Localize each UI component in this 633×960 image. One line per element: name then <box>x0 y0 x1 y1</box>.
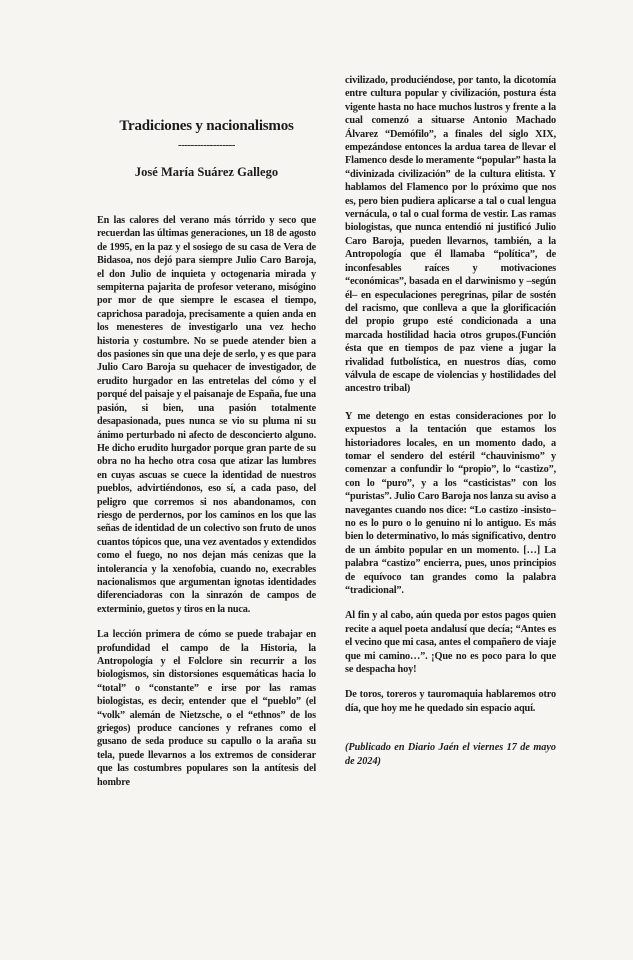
article-author: José María Suárez Gallego <box>134 165 279 179</box>
right-paragraph-4: De toros, toreros y tauromaquia hablaremos otro día, que hoy me he quedado sin espacio aquí. <box>345 689 556 714</box>
left-column <box>97 90 316 801</box>
right-paragraph-3: Al fin y al cabo, aún queda por estos pagos quien recite a aquel poeta andalusí que decía; “Antes es el vecino que mi casa, antes el compañero de viaje que mi camino…”. ¡Que no es poco para lo que se despacha hoy! <box>345 610 556 676</box>
right-paragraph-1: civilizado, produciéndose, por tanto, la dicotomía entre cultura popular y civilización, postura ésta vigente hasta no hace muchos lustros y frente a la cual comenzó a situarse Antonio Machado Álvarez “Demófilo”, a finales del siglo XIX, empezándose entonces la ardua tarea de llevar el Flamenco desde lo meramente “popular” hasta la “divinizada civilización” de la cultura elitista. Y hablamos del Flamenco por lo próximo que nos es, pero bien pudiera aplicarse a tal o cual lengua vernácula, o tal o cual forma de vestir. Las ramas biologistas, que nunca entendió ni justificó Julio Caro Baroja, pueden llevarnos, también, a la Antropología que él llamaba “política”, de inconfesables raíces y motivaciones “económicas”, basada en el darwinismo y –según él– en especulaciones peregrinas, pilar de sostén del racismo, que conlleva a que la glorificación del propio grupo esté condicionada a una marcada hostilidad hacia otros grupos.(Función ésta que en tiempos de paz viene a jugar la rivalidad futbolística, en nuestros días, como válvula de escape de violencias y hostilidades del ancestro tribal) <box>345 75 556 395</box>
article-title: Tradiciones y nacionalismos <box>119 118 294 134</box>
title-separator: ------------------ <box>178 139 235 151</box>
right-column <box>345 74 556 768</box>
right-paragraph-2: Y me detengo en estas consideraciones por lo expuestos a la tentación que estamos los historiadores locales, en un momento dado, a tomar el sendero del estéril “chauvinismo” y comenzar a confundir lo “propio”, lo “castizo”, con lo “puro”, y a los “casticistas” con los “puristas”. Julio Caro Baroja nos lanza su aviso a navegantes cuando nos dice: “Lo castizo -insisto– no es lo puro o lo genuino ni lo antiguo. Es más bien lo determinativo, lo más significativo, dentro de un ámbito popular en un momento. […] La palabra “castizo” encierra, pues, unos principios de equívoco tan grandes como la palabra “tradicional”. <box>345 410 556 597</box>
publication-note: (Publicado en Diario Jaén el viernes 17 de mayo de 2024) <box>345 742 556 767</box>
left-paragraph-1: En las calores del verano más tórrido y seco que recuerdan las últimas generaciones, un 18 de agosto de 1995, en la paz y el sosiego de su casa de Vera de Bidasoa, nos dejó para siempre Julio Caro Baroja, el don Julio de inquieta y octogenaria mirada y sempiterna pajarita de profesor veterano, misógino por mor de que siempre le escasea el tiempo, caprichosa paradoja, precisamente a quien anda en los menesteres de investigarlo una vez hecho historia y costumbre. No se puede atender bien a dos pasiones sin que una deje de serlo, y es que para Julio Caro Baroja su quehacer de investigador, de erudito hurgador en las entretelas del cómo y el porqué del paisaje y el paisanaje de España, fue una pasión, si bien, una pasión totalmente desapasionada, pues nunca se vio su pluma ni su ánimo perturbado ni afecto de desconcierto alguno. He dicho erudito hurgador porque gran parte de su obra no ha hecho otra cosa que atizar las lumbres en cuyas ascuas se cuece la identidad de nuestros pueblos, advirtiéndonos, eso sí, a cada paso, del peligro que corremos si nos abandonamos, con riesgo de perdernos, por los caminos en los que las señas de identidad de un colectivo son fruto de unos cuantos tópicos que, una vez aventados y extendidos como el fuego, no nos dejan más cenizas que la intolerancia y la xenofobia, cuando no, execrables nacionalismos que argumentan ignotas identidades diferenciadoras con la sinrazón de campos de exterminio, guetos y tiros en la nuca. <box>97 215 316 615</box>
left-paragraph-2: La lección primera de cómo se puede trabajar en profundidad el campo de la Historia, la Antropología y el Folclore sin recurrir a los biologismos, sin distorsiones esquemáticas hacia lo “total” o “constante” e irse por las ramas biologistas, es decir, entender que el “pueblo” (el “volk” alemán de Nietzsche, o el “ethnos” de los griegos) produce canciones y refranes como el gusano de seda produce su capullo o la araña su tela, puede llevarnos a los extremos de considerar que las costumbres populares son la antítesis del hombre <box>97 629 316 788</box>
